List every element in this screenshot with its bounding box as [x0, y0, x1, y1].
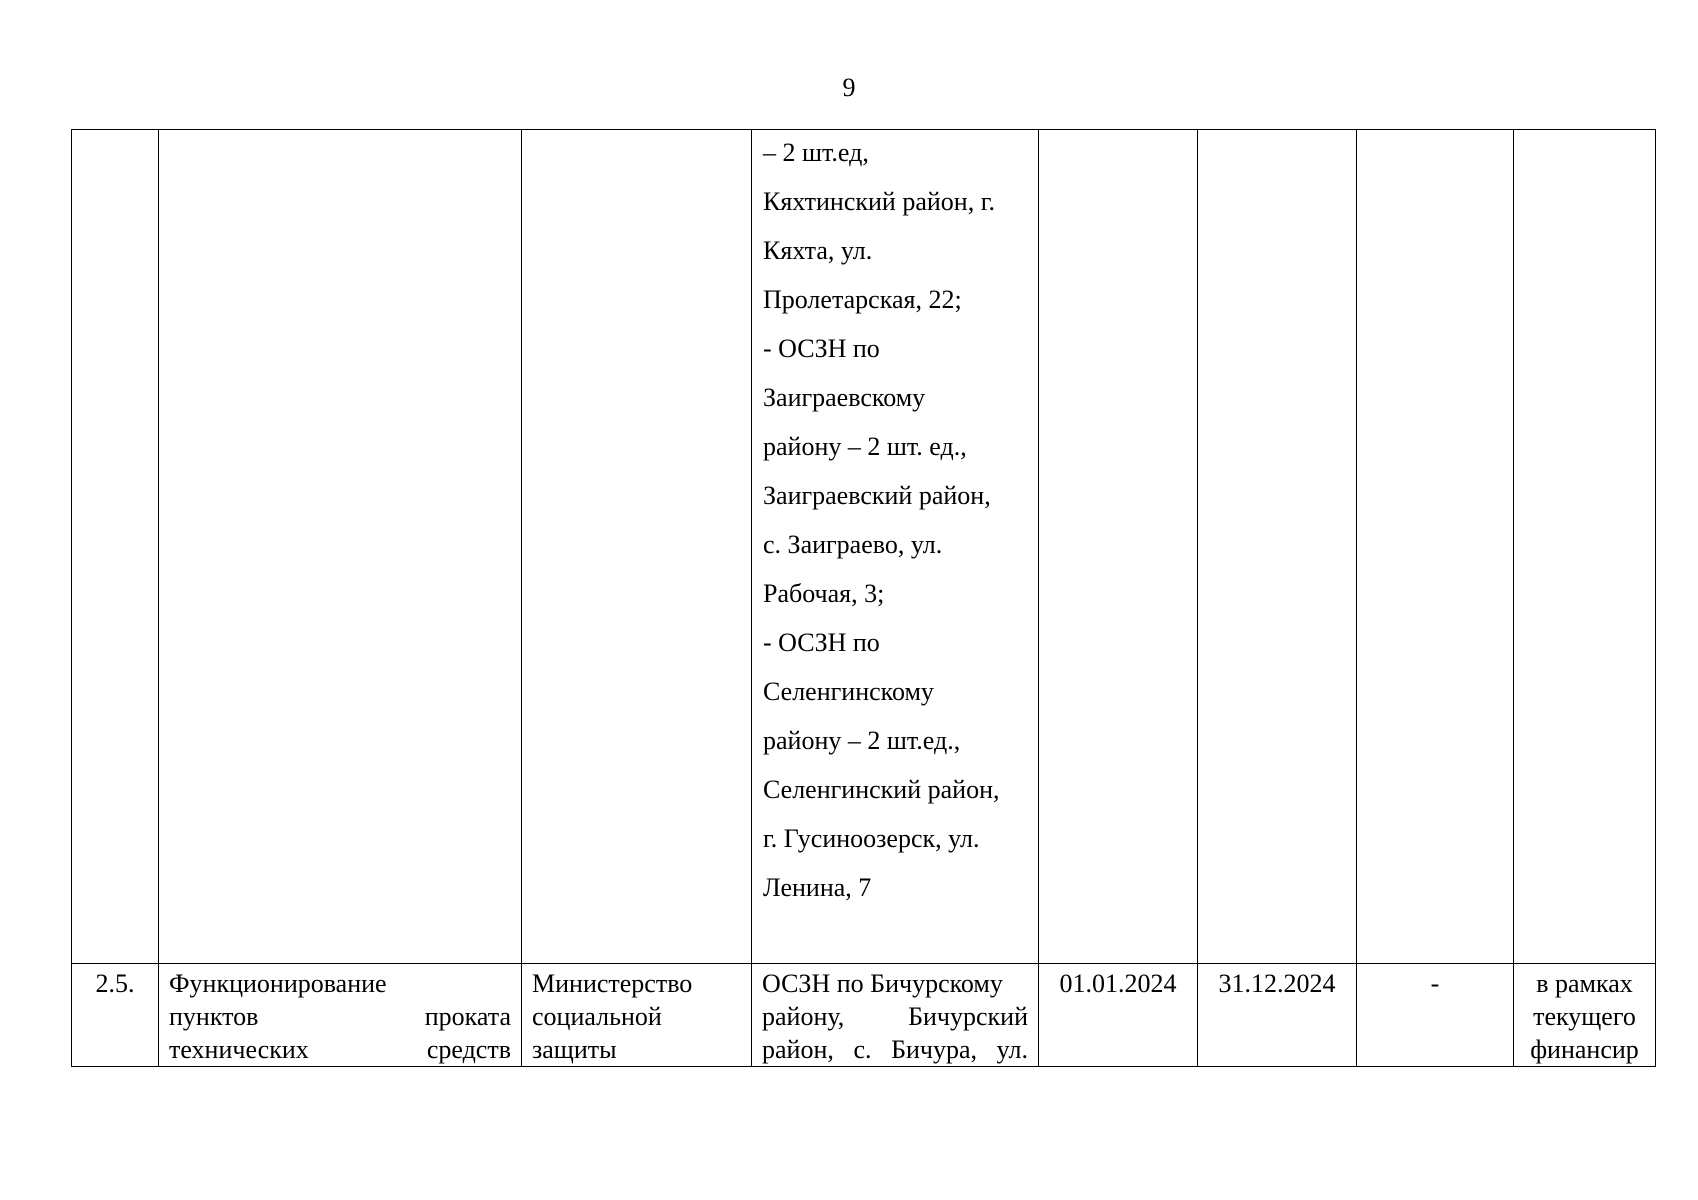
start-date-cell — [1039, 964, 1198, 1067]
responsible-line: социальной — [532, 1002, 662, 1031]
place-line — [762, 1000, 1028, 1033]
place-cell — [752, 964, 1039, 1067]
start-date: 01.01.2024 — [1059, 969, 1177, 998]
place-word: с. — [853, 1035, 872, 1064]
place-line: Ленина, 7 — [763, 873, 872, 902]
continued-number-cell — [72, 130, 159, 964]
continued-place-lines — [752, 130, 1038, 913]
place-word: Бичурский — [908, 1002, 1028, 1031]
place-line: ОСЗН по Бичурскому — [762, 969, 1003, 998]
place-line: Кяхтинский район, г. — [763, 187, 995, 216]
table-row-2-5 — [72, 964, 1656, 1067]
source-line: финансир — [1530, 1035, 1639, 1064]
end-date: 31.12.2024 — [1218, 969, 1336, 998]
continued-place-cell — [752, 130, 1039, 964]
page-number: 9 — [842, 73, 856, 102]
continued-responsible-cell — [522, 130, 752, 964]
place-line: Пролетарская, 22; — [763, 285, 962, 314]
place-line: Селенгинский район, — [763, 775, 1000, 804]
end-date-cell — [1198, 964, 1357, 1067]
event-cell — [159, 964, 522, 1067]
continued-start-cell — [1039, 130, 1198, 964]
responsible-line: Министерство — [532, 969, 693, 998]
source-line: в рамках — [1536, 969, 1633, 998]
place-line: Селенгинскому — [763, 677, 934, 706]
place-line: Заиграевскому — [763, 383, 926, 412]
place-line — [762, 1033, 1028, 1066]
responsible-cell — [522, 964, 752, 1067]
source-line: текущего — [1533, 1002, 1636, 1031]
place-line: району – 2 шт. ед., — [763, 432, 967, 461]
place-line: району – 2 шт.ед., — [763, 726, 961, 755]
place-line: - ОСЗН по — [763, 628, 880, 657]
event-line: Функционирование — [169, 969, 387, 998]
place-line: Рабочая, 3; — [763, 579, 885, 608]
event-word: средств — [426, 1035, 511, 1064]
place-line: г. Гусиноозерск, ул. — [763, 824, 980, 853]
place-word: району, — [762, 1002, 845, 1031]
continued-event-cell — [159, 130, 522, 964]
event-word: проката — [424, 1002, 511, 1031]
place-line: Кяхта, ул. — [763, 236, 873, 265]
event-word: пунктов — [169, 1002, 259, 1031]
place-line: - ОСЗН по — [763, 334, 880, 363]
row-number-cell — [72, 964, 159, 1067]
event-text — [159, 964, 521, 1066]
responsible-line: защиты — [532, 1035, 617, 1064]
event-line — [169, 1000, 511, 1033]
row-number: 2.5. — [95, 969, 135, 998]
continued-row — [72, 130, 1656, 964]
continued-source-cell — [1514, 130, 1656, 964]
place-line: – 2 шт.ед, — [763, 138, 869, 167]
event-line — [169, 1033, 511, 1066]
continued-end-cell — [1198, 130, 1357, 964]
amount-cell — [1357, 964, 1514, 1067]
event-word: технических — [169, 1035, 309, 1064]
place-word: ул. — [996, 1035, 1028, 1064]
place-text — [752, 964, 1038, 1066]
place-line: Заиграевский район, — [763, 481, 991, 510]
source-cell — [1514, 964, 1656, 1067]
source-text — [1514, 964, 1655, 1066]
place-word: район, — [762, 1035, 834, 1064]
place-word: Бичура, — [891, 1035, 978, 1064]
amount: - — [1430, 969, 1440, 998]
measures-table — [71, 129, 1656, 1067]
responsible-text — [522, 964, 751, 1066]
place-line: с. Заиграево, ул. — [763, 530, 943, 559]
continued-amount-cell — [1357, 130, 1514, 964]
